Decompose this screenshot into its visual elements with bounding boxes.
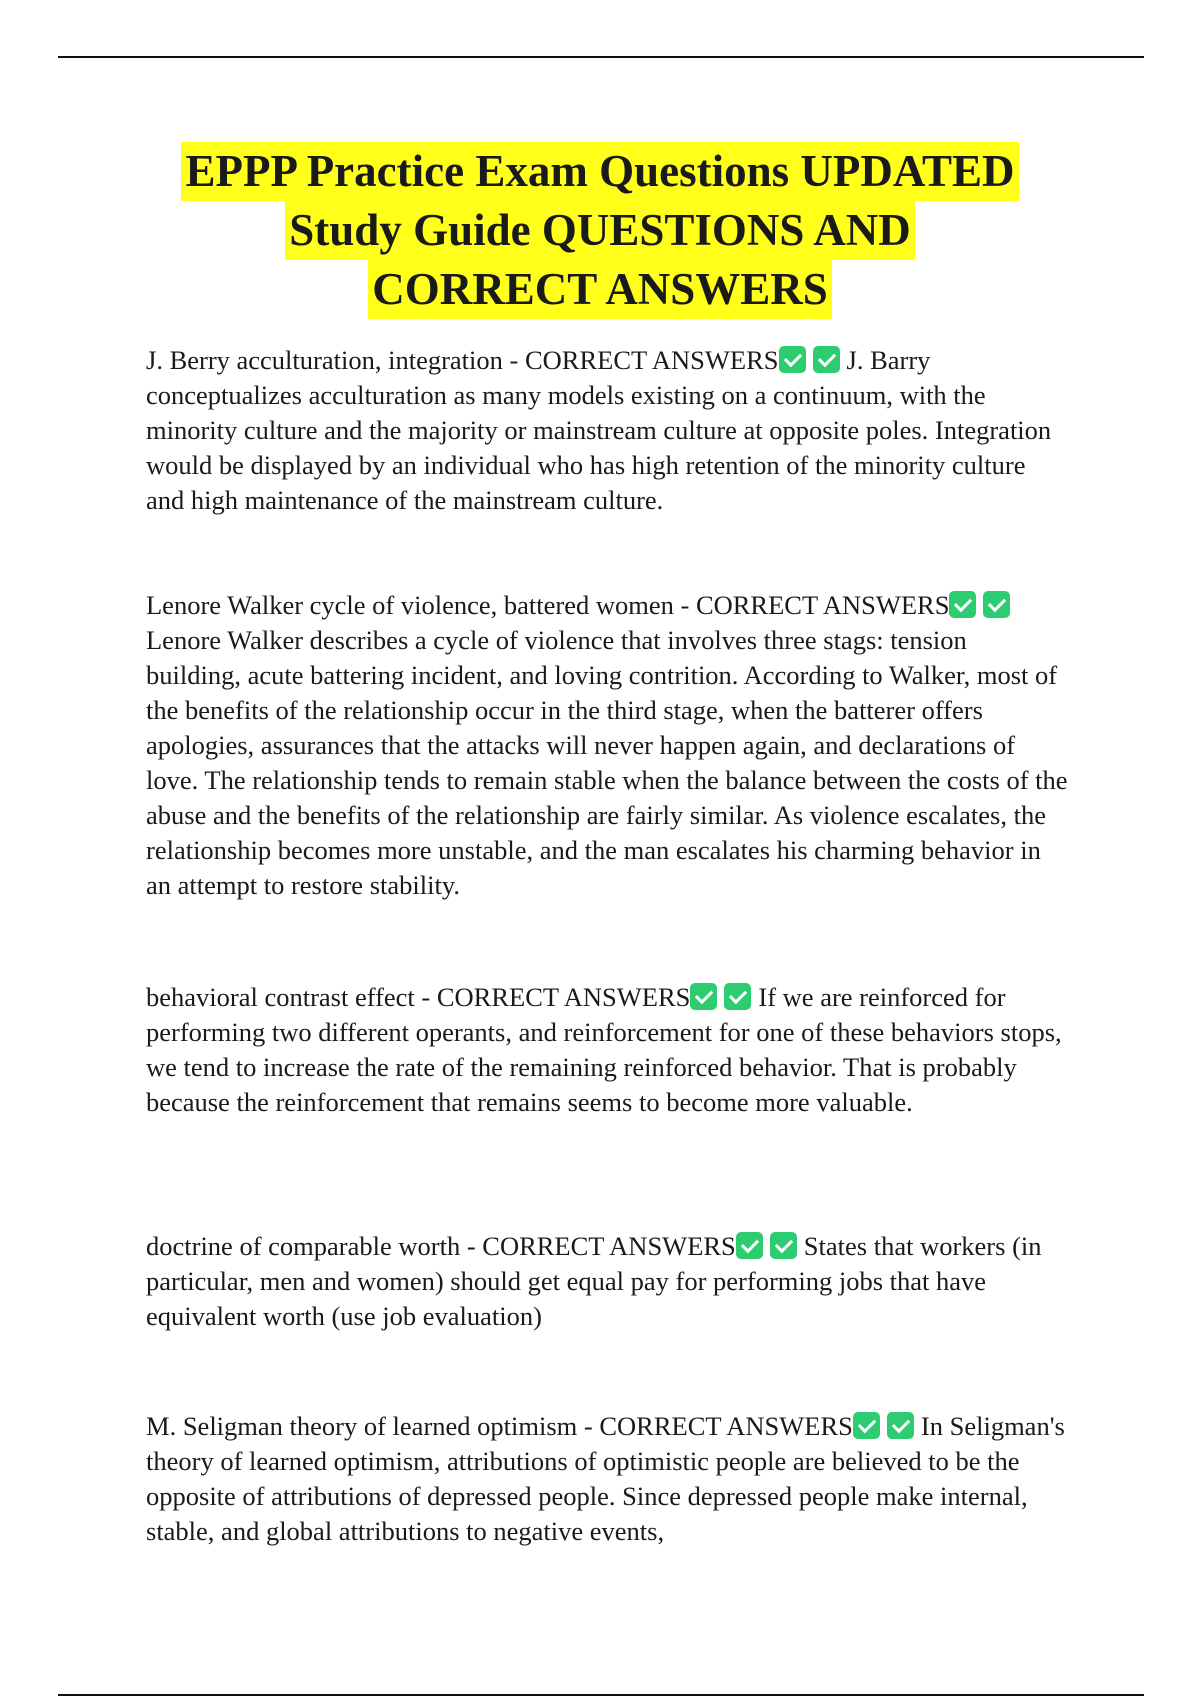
top-rule [58,56,1144,58]
document-title [100,142,1100,319]
title-line-1: EPPP Practice Exam Questions UPDATED [181,142,1018,201]
qa-entry [146,980,1068,1120]
qa-answer: If we are reinforced for performing two different operants, and reinforcement for one of these behaviors stops, we tend to increase the rate of the remaining reinforced behavior. That is probably because the reinforcement that remains seems to become more valuable. [146,982,1062,1117]
qa-question: behavioral contrast effect - CORRECT ANSWERS [146,982,691,1012]
qa-question: M. Seligman theory of learned optimism - CORRECT ANSWERS [146,1411,853,1441]
title-line-2: Study Guide QUESTIONS AND [285,201,914,260]
check-mark-icon [779,346,806,373]
qa-question: J. Berry acculturation, integration - CORRECT ANSWERS [146,345,779,375]
check-mark-icon [853,1412,880,1439]
check-mark-icon [690,983,717,1010]
qa-entry [146,343,1068,518]
qa-answer: J. Barry conceptualizes acculturation as many models existing on a continuum, with the minority culture and the majority or mainstream culture at opposite poles. Integration would be displayed by an individual who has high retention of the minority culture and high maintenance of the mainstream culture. [146,345,1052,515]
check-mark-icon [770,1232,797,1259]
check-mark-icon [736,1232,763,1259]
check-mark-icon [949,591,976,618]
qa-entry [146,588,1068,903]
qa-question: Lenore Walker cycle of violence, battered women - CORRECT ANSWERS [146,590,950,620]
qa-question: doctrine of comparable worth - CORRECT ANSWERS [146,1231,736,1261]
qa-answer: Lenore Walker describes a cycle of violence that involves three stags: tension building, acute battering incident, and loving contrition. According to Walker, most of the benefits of the relationship occur in the third stage, when the batterer offers apologies, assurances that the attacks will never happen again, and declarations of love. The relationship tends to remain stable when the balance between the costs of the abuse and the benefits of the relationship are fairly similar. As violence escalates, the relationship becomes more unstable, and the man escalates his charming behavior in an attempt to restore stability. [146,625,1068,900]
check-mark-icon [887,1412,914,1439]
check-mark-icon [813,346,840,373]
qa-answer: In Seligman's theory of learned optimism, attributions of optimistic people are believed to be the opposite of attributions of depressed people. Since depressed people make internal, stable, and global attributions to negative events, [146,1411,1065,1546]
qa-entry [146,1409,1068,1549]
bottom-rule [58,1694,1144,1696]
qa-entry [146,1229,1068,1334]
check-mark-icon [724,983,751,1010]
check-mark-icon [983,591,1010,618]
qa-answer: States that workers (in particular, men and women) should get equal pay for performing jobs that have equivalent worth (use job evaluation) [146,1231,1042,1331]
title-line-3: CORRECT ANSWERS [368,260,832,319]
